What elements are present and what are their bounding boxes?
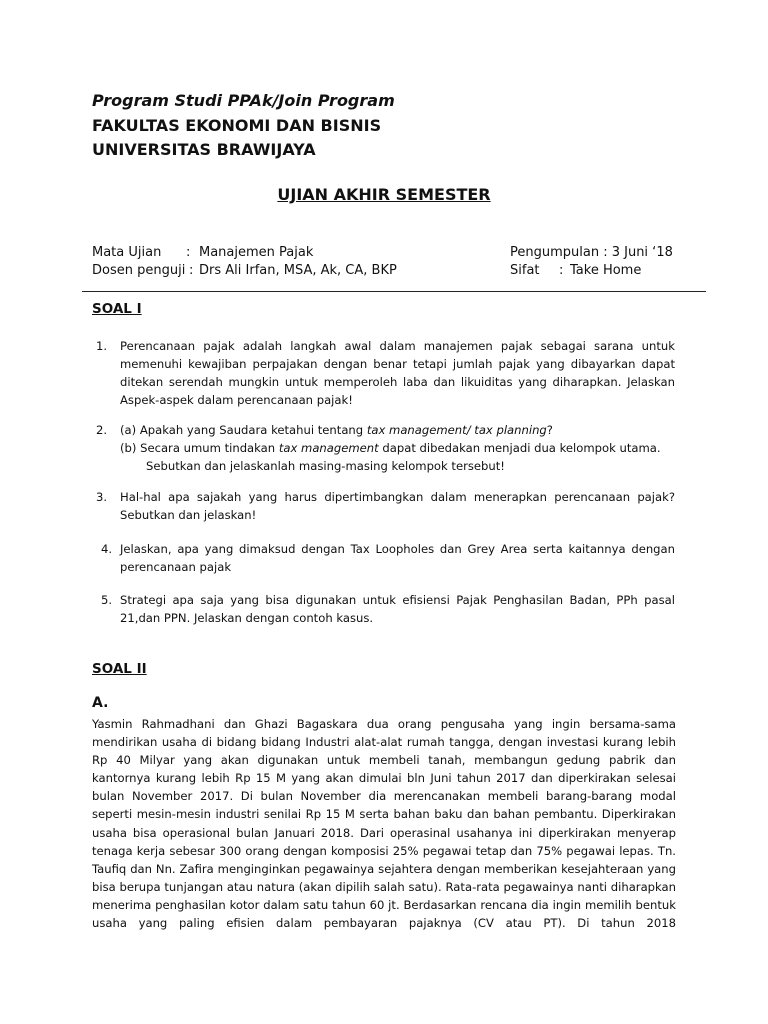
examiner-label: Dosen penguji [92, 263, 186, 278]
program-name: Program Studi PPAk/Join Program [92, 91, 395, 110]
colon: : [559, 263, 564, 278]
question-number: 2. [96, 423, 108, 437]
nature-value: Take Home [570, 263, 642, 278]
section-heading-soal-2: SOAL II [92, 661, 147, 677]
university-name: UNIVERSITAS BRAWIJAYA [92, 140, 316, 159]
case-paragraph: Yasmin Rahmadhani dan Ghazi Bagaskara dua orang pengusaha yang ingin bersama-sama mendirikan usaha di bidang bidang Industri alat-alat rumah tangga, dengan investasi kurang lebih Rp 40 Milyar yang akan digunakan untuk membeli tanah, membangun gedung pabrik dan kantornya kurang lebih Rp 15 M yang akan dimulai bln Juni tahun 2017 dan diperkirakan selesai bulan November 2017. Di bulan November dia merencanakan membeli barang-barang modal seperti mesin-mesin industri senilai Rp 15 M serta bahan baku dan bahan pembantu. Diperkirakan usaha bisa operasional bulan Januari 2018. Dari operasinal usahanya ini diperkirakan menyerap tenaga kerja sebesar 300 orang dengan komposisi 25% pegawai tetap dan 75% pegawai lepas. Tn. Taufiq dan Nn. Zafira menginginkan pegawainya sejahtera dengan memberikan kesejahteraan yang bisa berupa tunjangan atau natura (akan dipilih salah satu). Rata-rata pegawainya nanti diharapkan menerima penghasilan kotor dalam satu tahun 60 jt. Berdasarkan rencana dia ingin memilih bentuk usaha yang paling efisien dalam pembayaran pajaknya (CV atau PT). Di tahun 2018 [92, 717, 676, 931]
examiner-value: Drs Ali Irfan, MSA, Ak, CA, BKP [199, 263, 397, 278]
section-heading-soal-1: SOAL I [92, 301, 142, 317]
faculty-name: FAKULTAS EKONOMI DAN BISNIS [92, 116, 382, 135]
colon: : [186, 245, 191, 260]
submission-date: Pengumpulan : 3 Juni ‘18 [510, 245, 673, 260]
question-5: Strategi apa saja yang bisa digunakan untuk efisiensi Pajak Penghasilan Badan, PPh pasal 21,dan PPN. Jelaskan dengan contoh kasus. [120, 593, 675, 625]
question-1: Perencanaan pajak adalah langkah awal dalam manajemen pajak sebagai sarana untuk memenuhi kewajiban perpajakan dengan benar tetapi jumlah pajak yang dibayarkan dapat ditekan serendah mungkin untuk memperoleh laba dan likuiditas yang diharapkan. Jelaskan Aspek-aspek dalam perencanaan pajak! [120, 339, 675, 407]
question-2b: (b) Secara umum tindakan tax management dapat dibedakan menjadi dua kelompok utama. [120, 441, 661, 455]
question-2b-line-2: Sebutkan dan jelaskanlah masing-masing kelompok tersebut! [146, 459, 505, 473]
exam-title: UJIAN AKHIR SEMESTER [277, 185, 491, 204]
subject-label: Mata Ujian [92, 245, 162, 260]
nature-label: Sifat [510, 263, 540, 278]
question-number: 1. [96, 339, 108, 353]
subject-value: Manajemen Pajak [199, 245, 314, 260]
question-number: 5. [101, 593, 113, 607]
question-2 [120, 421, 675, 475]
subsection-heading-a: A. [92, 695, 109, 711]
question-2a: (a) Apakah yang Saudara ketahui tentang tax management/ tax planning? [120, 423, 553, 437]
question-number: 3. [96, 490, 108, 504]
colon: : [189, 263, 194, 278]
question-3: Hal-hal apa sajakah yang harus dipertimbangkan dalam menerapkan perencanaan pajak? Sebutkan dan jelaskan! [120, 490, 675, 522]
question-4: Jelaskan, apa yang dimaksud dengan Tax Loopholes dan Grey Area serta kaitannya dengan perencanaan pajak [120, 542, 675, 574]
header-divider [82, 291, 706, 292]
question-number: 4. [101, 542, 113, 556]
